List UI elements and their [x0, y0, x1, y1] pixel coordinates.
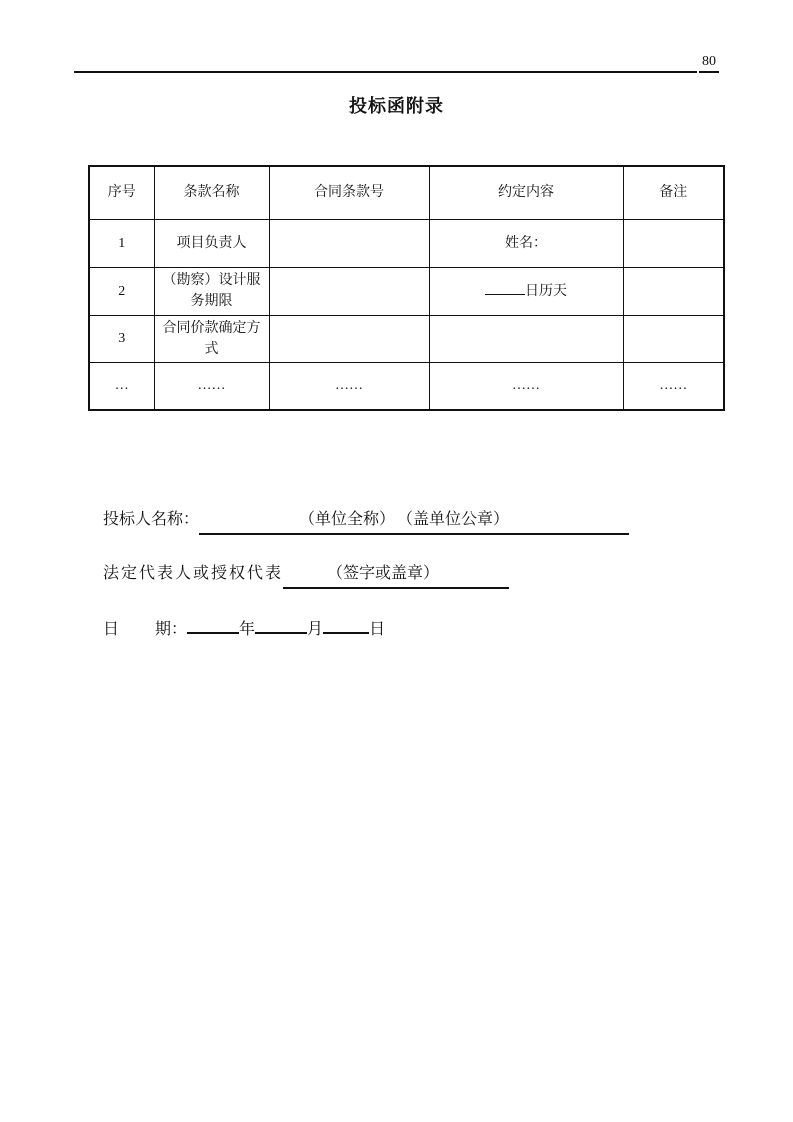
unit-seal-note: （盖单位公章）	[405, 511, 510, 528]
page-number: 80	[699, 53, 719, 73]
column-header: 条款名称	[154, 166, 269, 219]
year-label: 年	[239, 621, 256, 638]
table-cell: ……	[429, 362, 623, 410]
unit-full-name-note: （单位全称）	[299, 511, 396, 528]
sign-or-seal-note: （签字或盖章）	[327, 565, 440, 582]
table-cell: （勘察）设计服务期限	[154, 267, 269, 315]
date-label-qi: 期：	[155, 621, 188, 638]
table-row	[89, 219, 724, 267]
column-header: 约定内容	[429, 166, 623, 219]
representative-line	[103, 563, 509, 589]
table-cell: 3	[89, 315, 154, 362]
fill-in-blank	[485, 280, 525, 295]
table-cell: 姓名：	[429, 219, 623, 267]
table-cell: ……	[269, 362, 429, 410]
table-cell	[429, 315, 623, 362]
page-title: 投标函附录	[349, 96, 444, 116]
bid-appendix-table	[88, 165, 725, 411]
day-blank	[323, 617, 369, 634]
table-cell	[623, 267, 724, 315]
cell-text: 日历天	[525, 284, 567, 299]
month-label: 月	[307, 621, 324, 638]
table-row	[89, 315, 724, 362]
header-rule	[74, 71, 697, 73]
month-blank	[255, 617, 307, 634]
bidder-name-blank	[199, 509, 629, 535]
bidder-name-label: 投标人名称：	[103, 511, 200, 528]
table-cell	[269, 267, 429, 315]
table-cell: 合同价款确定方式	[154, 315, 269, 362]
column-header: 备注	[623, 166, 724, 219]
table-cell	[429, 267, 623, 315]
column-header: 合同条款号	[269, 166, 429, 219]
bidder-name-line	[103, 509, 629, 535]
table-cell	[269, 219, 429, 267]
column-header: 序号	[89, 166, 154, 219]
table-cell: 项目负责人	[154, 219, 269, 267]
table-cell: 2	[89, 267, 154, 315]
year-blank	[187, 617, 239, 634]
table-header-row	[89, 166, 724, 219]
date-label-day-word: 日	[103, 621, 120, 638]
table-cell: ……	[154, 362, 269, 410]
table-cell	[623, 219, 724, 267]
table-cell	[623, 315, 724, 362]
table-cell	[269, 315, 429, 362]
table-cell: 1	[89, 219, 154, 267]
table-row	[89, 267, 724, 315]
table-cell: ……	[623, 362, 724, 410]
table-cell: …	[89, 362, 154, 410]
date-line	[103, 617, 385, 641]
day-label: 日	[369, 621, 386, 638]
table-body	[89, 219, 724, 410]
representative-label: 法定代表人或授权代表	[103, 565, 284, 582]
table-row	[89, 362, 724, 410]
representative-blank	[283, 563, 509, 589]
